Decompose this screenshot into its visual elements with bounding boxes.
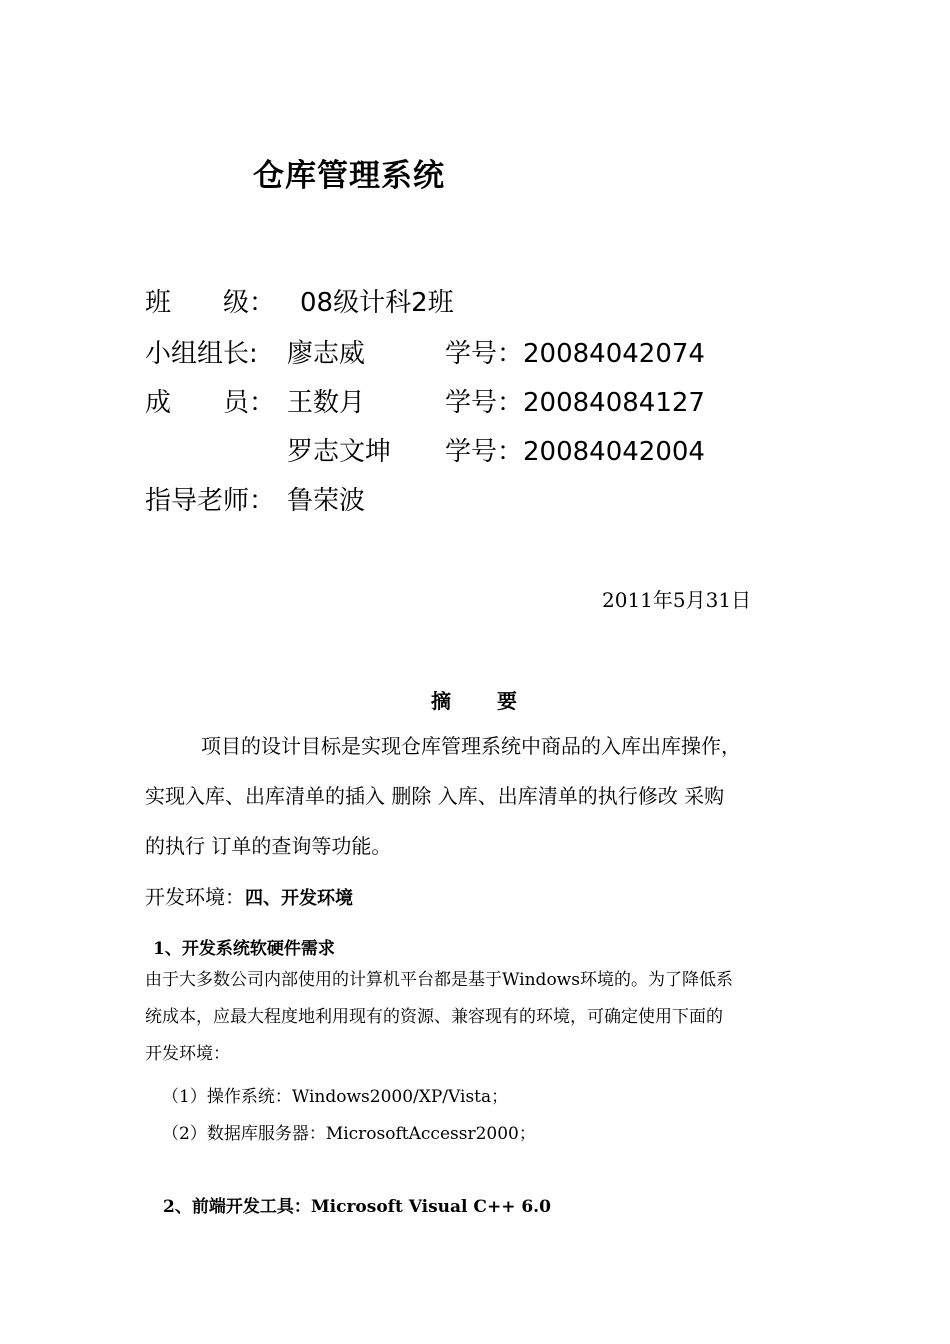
advisor-name: 鲁荣波 [287, 486, 366, 516]
list-item-os: （1）操作系统：Windows2000/XP/Vista； [162, 1087, 509, 1107]
dev-env-label: 开发环境： [145, 885, 245, 909]
abstract-line: 实现入库、出库清单的插入 删除 入库、出库清单的执行修改 采购 [145, 784, 725, 808]
section2-heading: 2、前端开发工具：Microsoft Visual C++ 6.0 [163, 1197, 551, 1217]
dev-env-line [145, 881, 353, 910]
abstract-line: 项目的设计目标是实现仓库管理系统中商品的入库出库操作， [201, 734, 741, 758]
leader-row [145, 333, 745, 373]
member1-name: 王数月 [287, 388, 366, 418]
abstract-line: 的执行 订单的查询等功能。 [145, 834, 392, 858]
leader-name: 廖志威 [287, 339, 366, 369]
class-value: 08级计科2班 [300, 288, 454, 318]
member1-row [145, 382, 745, 422]
document-date: 2011年5月31日 [602, 588, 752, 612]
section1-line: 开发环境： [145, 1044, 230, 1064]
abstract-heading: 摘要 [431, 689, 563, 713]
document-title: 仓库管理系统 [253, 158, 445, 194]
member2-student-id: 学号：20084042004 [445, 437, 705, 467]
member2-name: 罗志文坤 [287, 437, 392, 467]
member1-student-id: 学号：20084084127 [445, 388, 705, 418]
member2-row [145, 431, 745, 471]
section1-paragraph [145, 962, 810, 1073]
section1-line: 统成本，应最大程度地利用现有的资源、兼容现有的环境，可确定使用下面的 [145, 1007, 723, 1027]
member-label: 成 员： [145, 388, 276, 418]
dev-env-heading: 四、开发环境 [245, 888, 353, 909]
advisor-label: 指导老师： [145, 486, 276, 516]
section1-heading: 1、开发系统软硬件需求 [153, 939, 335, 959]
list-item-database: （2）数据库服务器：MicrosoftAccessr2000； [162, 1124, 536, 1144]
abstract-paragraph [145, 721, 810, 871]
advisor-row [145, 480, 745, 520]
section1-line: 由于大多数公司内部使用的计算机平台都是基于Windows环境的。为了降低系 [145, 970, 733, 990]
class-label: 班 级： [145, 288, 276, 318]
leader-label: 小组组长: [145, 339, 258, 369]
leader-student-id: 学号：20084042074 [445, 339, 705, 369]
class-row [145, 282, 745, 322]
